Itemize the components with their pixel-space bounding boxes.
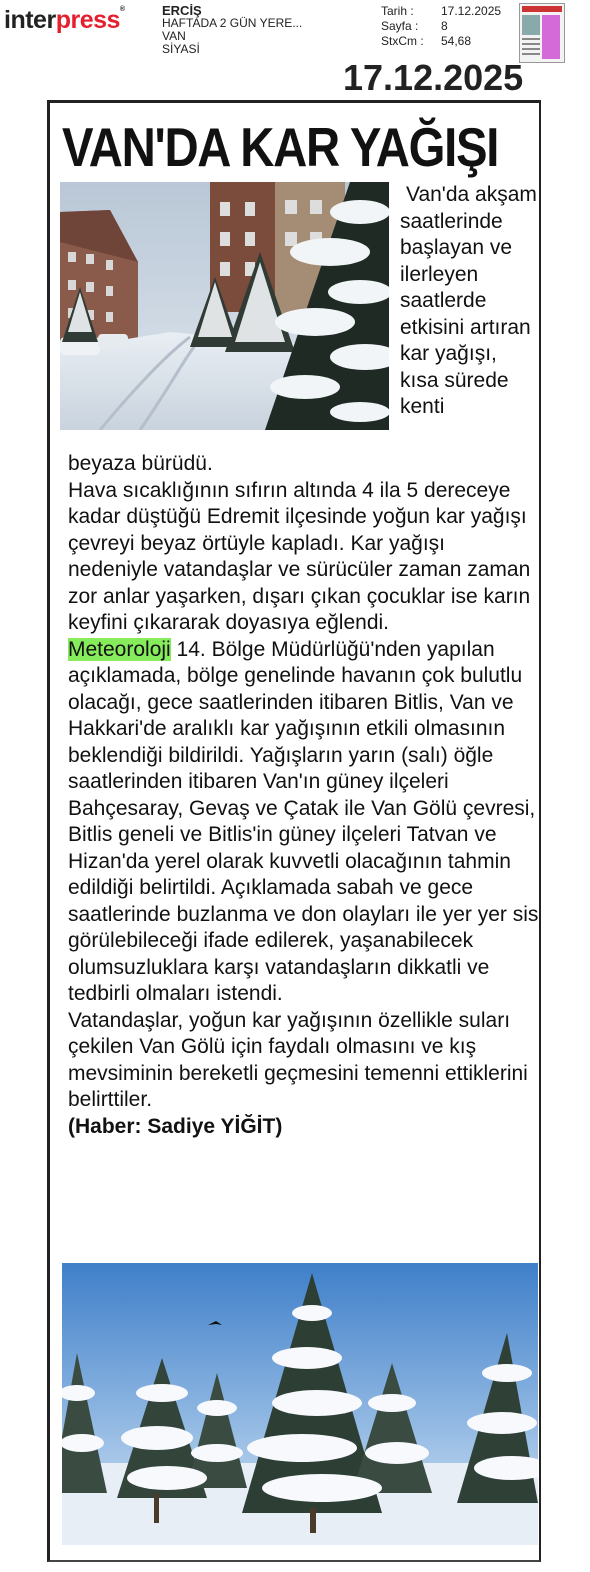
snowy-forest-photo — [62, 1263, 538, 1545]
logo-text-part1: inter — [4, 6, 56, 34]
meta-value: 8 — [441, 19, 448, 33]
paragraph-2: Hava sıcaklığının sıfırın altında 4 ila 5 dereceye kadar düştüğü Edremit ilçesinde yoğun kar yağışı çevreyi beyaz örtüyle kapladı. Kar yağışı nedeniyle vatandaşlar ve sürücüler zaman zaman zor anlar yaşarken, dışarı çıkan çocuklar ise karın keyfini çıkararak doyasıya eğlendi. — [68, 478, 531, 634]
newspaper-page-thumbnail-icon[interactable] — [519, 3, 565, 63]
article-lead: Van'da akşam saatlerinde başlayan ve ilerleyen saatlerde etkisini artıran kar yağışı, kısa sürede kenti — [400, 183, 537, 418]
logo-text-part2: press — [55, 6, 120, 34]
highlighted-keyword: Meteoroloji — [68, 637, 171, 661]
article-headline: VAN'DA KAR YAĞIŞI — [62, 116, 499, 178]
paragraph-3 — [68, 637, 540, 1008]
logo-registered-mark: ® — [119, 6, 125, 13]
meta-row-size — [381, 34, 501, 49]
paragraph-4: Vatandaşlar, yoğun kar yağışının özellikle suları çekilen Van Gölü için faydalı olmasını ve kış mevsiminin bereketli geçmesini temenni ettiklerini belirttiler. — [68, 1008, 528, 1111]
clip-region: VAN — [162, 29, 186, 43]
clip-headline-short: HAFTADA 2 GÜN YERE... — [162, 16, 303, 30]
clip-meta — [381, 4, 501, 49]
interpress-logo[interactable] — [4, 6, 125, 35]
meta-value: 17.12.2025 — [441, 4, 502, 18]
article-byline: (Haber: Sadiye YİĞİT) — [68, 1114, 283, 1138]
meta-label: Tarih : — [381, 4, 414, 18]
clip-category: SİYASİ — [162, 42, 200, 56]
meta-label: StxCm : — [381, 34, 424, 48]
meta-row-date — [381, 4, 501, 19]
publication-name: ERCİŞ — [162, 3, 202, 18]
snowy-street-photo — [60, 182, 389, 430]
meta-value: 54,68 — [441, 34, 472, 48]
meta-label: Sayfa : — [381, 19, 419, 33]
lead-continued: beyaza bürüdü. — [68, 452, 213, 475]
clip-info — [162, 4, 302, 56]
meta-row-page — [381, 19, 501, 34]
article-body — [68, 451, 540, 1140]
paragraph-3-text: 14. Bölge Müdürlüğü'nden yapılan açıklamada, bölge genelinde havanın çok bulutlu olacağı, gece saatlerinden itibaren Bitlis, Van ve Hakkari'de aralıklı kar yağışının etkili olmasının beklendiği bildirildi. Yağışların yarın (salı) öğle saatlerinden itibaren Van'ın güney ilçeleri Bahçesaray, Gevaş ve Çatak ile Van Gölü çevresi, Bitlis geneli ve Bitlis'in güney ilçeleri Tatvan ve Hizan'da yerel olarak kuvvetli olacağının tahmin edildiği belirtildi. Açıklamada sabah ve gece saatlerinde buzlanma ve don olayları ile yer yer sis görülebileceği ifade edilerek, yaşanabilecek olumsuzluklara karşı vatandaşların dikkatli ve tedbirli olmaları istendi. — [68, 637, 539, 1005]
clipping-date-stamp: 17.12.2025 — [343, 58, 524, 98]
